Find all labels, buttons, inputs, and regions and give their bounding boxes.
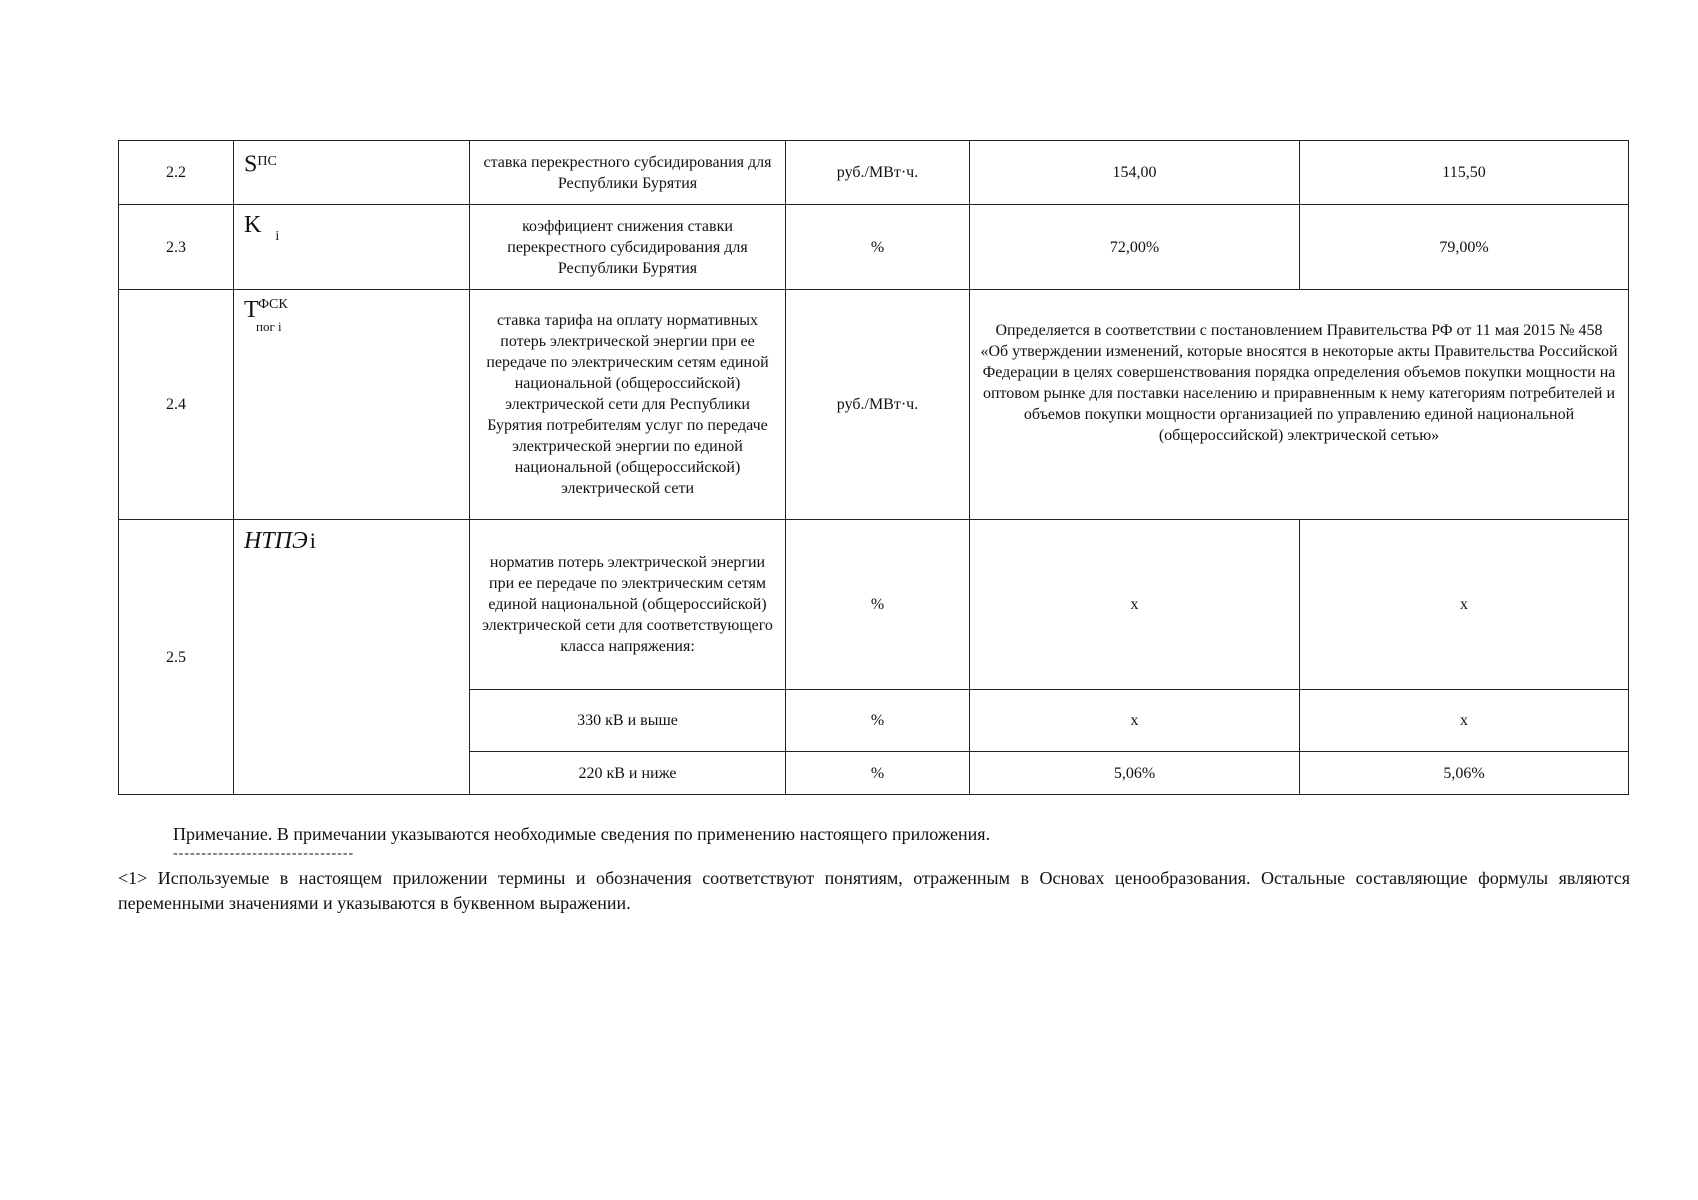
symbol-cell (234, 520, 470, 795)
symbol-cell (234, 205, 470, 290)
symbol-subscript: i (309, 528, 316, 553)
row-number: 2.5 (119, 520, 234, 795)
row-number: 2.4 (119, 290, 234, 520)
unit-cell: руб./МВт·ч. (786, 141, 970, 205)
table-row (119, 290, 1629, 520)
tariff-table (118, 140, 1629, 795)
symbol-cell (234, 141, 470, 205)
value-cell: 115,50 (1300, 141, 1629, 205)
unit-cell: руб./МВт·ч. (786, 290, 970, 520)
row-number: 2.3 (119, 205, 234, 290)
merged-value-cell: Определяется в соответствии с постановлением Правительства РФ от 11 мая 2015 № 458 «Об утверждении изменений, которые вносятся в некоторые акты Правительства Российской Федерации в целях совершенствования порядка определения объемов покупки мощности на оптовом рынке для поставки населению и приравненным к нему категориям потребителей и объемов покупки мощности организацией по управлению единой национальной (общероссийской) электрической сетью» (970, 290, 1629, 520)
table-row (119, 520, 1629, 690)
description-cell: норматив потерь электрической энергии при ее передаче по электрическим сетям единой национальной (общероссийской) электрической сети для соответствующего класса напряжения: (470, 520, 786, 690)
symbol-superscript: ПС (257, 154, 277, 169)
symbol-main: K (244, 212, 262, 238)
symbol-subscript: пог i (256, 319, 282, 334)
symbol-superscript: ФСК (258, 297, 288, 312)
symbol-subscript: i (275, 229, 280, 244)
row-number: 2.2 (119, 141, 234, 205)
symbol-group (244, 297, 288, 334)
symbol-main: S (244, 151, 258, 178)
value-cell: 5,06% (970, 752, 1300, 795)
value-cell: 72,00% (970, 205, 1300, 290)
value-cell: 5,06% (1300, 752, 1629, 795)
description-cell: ставка тарифа на оплату нормативных потерь электрической энергии при ее передаче по электрическим сетям единой национальной (общероссийской) электрической сети для Республики Бурятия потребителям услуг по передаче электрической энергии по единой национальной (общероссийской) электрической сети (470, 290, 786, 520)
value-cell: 79,00% (1300, 205, 1629, 290)
description-cell: 330 кВ и выше (470, 690, 786, 752)
unit-cell: % (786, 690, 970, 752)
unit-cell: % (786, 520, 970, 690)
symbol-main: НТПЭ (244, 528, 308, 554)
value-cell: x (970, 520, 1300, 690)
value-cell: x (970, 690, 1300, 752)
footnote-text: <1> Используемые в настоящем приложении термины и обозначения соответствуют понятиям, отраженным в Основах ценообразования. Остальные составляющие формулы являются переменными значениями и указываются в буквенном выражении. (118, 868, 1630, 913)
table-row (119, 205, 1629, 290)
table-row (119, 141, 1629, 205)
symbol-main: T (244, 297, 259, 323)
symbol-cell (234, 290, 470, 520)
note-text: Примечание. В примечании указываются необходимые сведения по применению настоящего приложения. (173, 824, 991, 844)
separator-line: -------------------------------- (173, 846, 355, 861)
unit-cell: % (786, 752, 970, 795)
value-cell: x (1300, 520, 1629, 690)
description-cell: коэффициент снижения ставки перекрестного субсидирования для Республики Бурятия (470, 205, 786, 290)
description-cell: 220 кВ и ниже (470, 752, 786, 795)
value-cell: 154,00 (970, 141, 1300, 205)
description-cell: ставка перекрестного субсидирования для Республики Бурятия (470, 141, 786, 205)
unit-cell: % (786, 205, 970, 290)
value-cell: x (1300, 690, 1629, 752)
